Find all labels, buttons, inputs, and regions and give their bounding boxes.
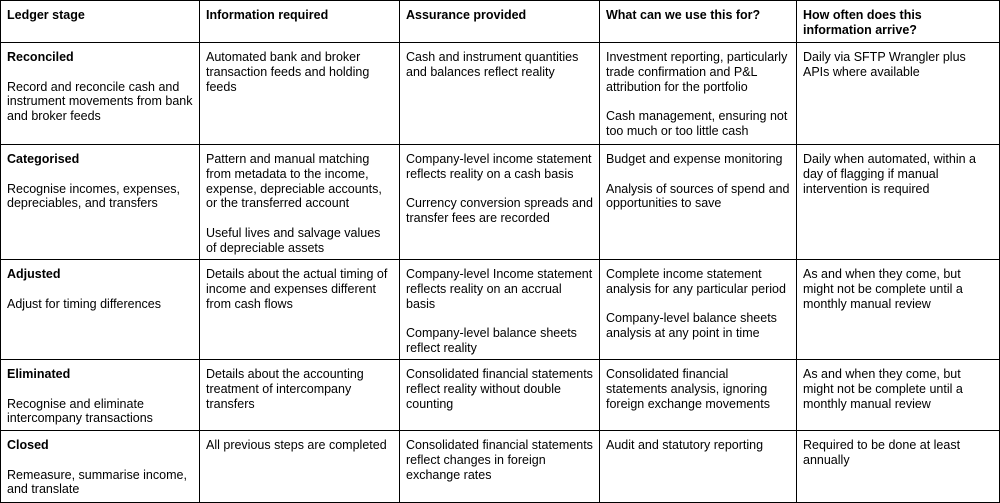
cell-text: Consolidated financial statements reflect reality without double counting [406,367,593,411]
stage-cell [1,260,200,360]
cell-text: Required to be done at least annually [803,438,961,467]
header-assurance-provided: Assurance provided [400,1,600,43]
cell-text: As and when they come, but might not be complete until a monthly manual review [803,267,963,311]
stage-title: Categorised [7,152,80,166]
stage-description: Recognise incomes, expenses, depreciables, and transfers [7,181,181,211]
cell-text: Daily via SFTP Wrangler plus APIs where available [803,50,966,79]
use-cell [600,431,797,503]
table-row [1,431,1000,503]
stage-description: Recognise and eliminate intercompany transactions [7,396,153,426]
stage-title: Adjusted [7,267,61,281]
cell-text: Cash and instrument quantities and balances reflect reality [406,50,579,79]
stage-description: Remeasure, summarise income, and translate [7,467,187,497]
assurance-cell [400,431,600,503]
assurance-cell [400,260,600,360]
stage-cell [1,145,200,260]
table-row [1,260,1000,360]
assurance-cell [400,43,600,145]
cell-text: Details about the actual timing of income and expenses different from cash flows [206,267,388,311]
use-cell [600,145,797,260]
cell-text: Consolidated financial statements analysis, ignoring foreign exchange movements [606,367,770,411]
frequency-cell [797,360,1000,431]
cell-text: Details about the accounting treatment of intercompany transfers [206,367,364,411]
assurance-cell [400,360,600,431]
stage-cell [1,431,200,503]
header-use: What can we use this for? [600,1,797,43]
cell-text: Currency conversion spreads and transfer fees are recorded [406,196,593,226]
header-frequency: How often does this information arrive? [797,1,1000,43]
use-cell [600,260,797,360]
header-information-required: Information required [200,1,400,43]
stage-title: Reconciled [7,50,74,64]
cell-text: Cash management, ensuring not too much or too little cash [606,109,788,138]
stage-title: Closed [7,438,49,452]
cell-text: Company-level Income statement reflects reality on an accrual basis [406,267,593,311]
frequency-cell [797,260,1000,360]
cell-text: Consolidated financial statements reflect changes in foreign exchange rates [406,438,593,482]
use-cell [600,360,797,431]
table-header-row [1,1,1000,43]
cell-text: Company-level balance sheets reflect reality [406,326,577,355]
information-cell [200,145,400,260]
cell-text: As and when they come, but might not be complete until a monthly manual review [803,367,963,411]
frequency-cell [797,43,1000,145]
cell-text: Investment reporting, particularly trade confirmation and P&L attribution for the portfolio [606,50,788,94]
assurance-cell [400,145,600,260]
cell-text: Company-level balance sheets analysis at any point in time [606,311,777,341]
frequency-cell [797,431,1000,503]
cell-text: Budget and expense monitoring [606,152,783,166]
use-cell [600,43,797,145]
stage-description: Record and reconcile cash and instrument movements from bank and broker feeds [7,79,193,124]
cell-text: Complete income statement analysis for any particular period [606,267,786,296]
cell-text: Daily when automated, within a day of flagging if manual intervention is required [803,152,977,196]
information-cell [200,360,400,431]
stage-cell [1,43,200,145]
information-cell [200,431,400,503]
table-row [1,145,1000,260]
cell-text: Useful lives and salvage values of depreciable assets [206,225,381,255]
cell-text: Pattern and manual matching from metadata to the income, expense, depreciable accounts, or the transferred account [206,152,382,211]
frequency-cell [797,145,1000,260]
cell-text: Audit and statutory reporting [606,438,764,452]
cell-text: Analysis of sources of spend and opportunities to save [606,181,790,211]
stage-cell [1,360,200,431]
cell-text: All previous steps are completed [206,438,387,452]
table-row [1,43,1000,145]
information-cell [200,43,400,145]
cell-text: Company-level income statement reflects reality on a cash basis [406,152,592,181]
stage-title: Eliminated [7,367,71,381]
stage-description: Adjust for timing differences [7,296,162,311]
information-cell [200,260,400,360]
header-ledger-stage: Ledger stage [1,1,200,43]
table-row [1,360,1000,431]
cell-text: Automated bank and broker transaction feeds and holding feeds [206,50,370,94]
